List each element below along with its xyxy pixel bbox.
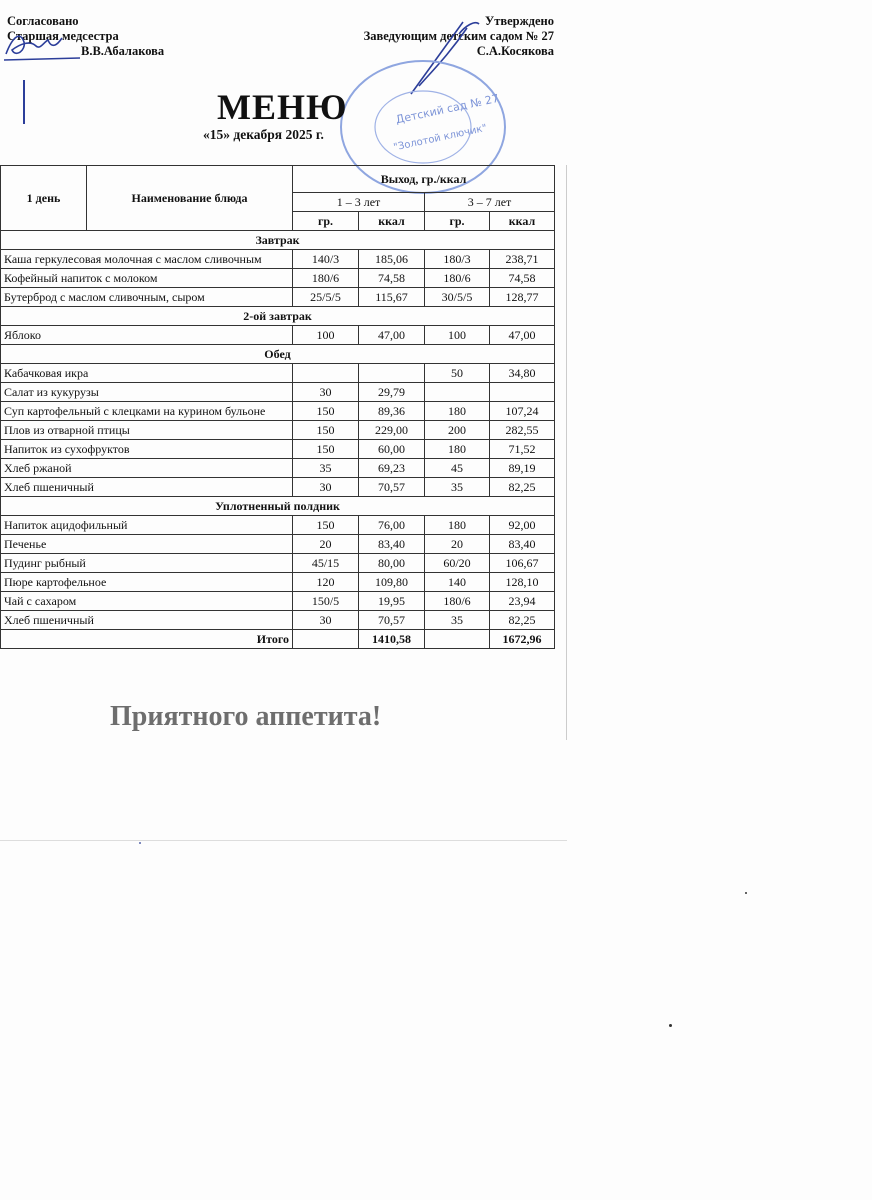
section-title: Завтрак [1, 231, 555, 250]
kcal-3-7: 89,19 [490, 459, 555, 478]
dish-name: Кабачковая икра [1, 364, 293, 383]
nurse-title: Старшая медсестра [7, 29, 119, 43]
kcal-1-3: 60,00 [359, 440, 425, 459]
menu-row [1, 592, 555, 611]
total-cell [293, 630, 359, 649]
dish-name: Каша геркулесовая молочная с маслом сливочным [1, 250, 293, 269]
kcal-1-3: 69,23 [359, 459, 425, 478]
kcal-1-3: 109,80 [359, 573, 425, 592]
grams-1-3: 45/15 [293, 554, 359, 573]
kcal-1-3: 70,57 [359, 478, 425, 497]
scan-edge-line [0, 840, 567, 841]
grams-3-7: 180 [425, 516, 490, 535]
kcal-1-3: 29,79 [359, 383, 425, 402]
dish-name: Хлеб пшеничный [1, 478, 293, 497]
grams-1-3: 30 [293, 478, 359, 497]
menu-row [1, 478, 555, 497]
grams-1-3: 100 [293, 326, 359, 345]
kcal-1-3: 115,67 [359, 288, 425, 307]
age-1-3-header: 1 – 3 лет [293, 193, 425, 212]
grams-1-3: 140/3 [293, 250, 359, 269]
kcal-3-7: 238,71 [490, 250, 555, 269]
page-title: МЕНЮ [217, 87, 348, 127]
grams-3-7: 180 [425, 402, 490, 421]
dish-name: Яблоко [1, 326, 293, 345]
kcal-3-7: 71,52 [490, 440, 555, 459]
kcal-3-7: 92,00 [490, 516, 555, 535]
scan-speck [745, 892, 747, 894]
section-row [1, 345, 555, 364]
menu-row [1, 383, 555, 402]
total-cell [425, 630, 490, 649]
grams-3-7: 45 [425, 459, 490, 478]
grams-3-7: 200 [425, 421, 490, 440]
dish-name: Печенье [1, 535, 293, 554]
dish-name: Салат из кукурузы [1, 383, 293, 402]
grams-1-3: 180/6 [293, 269, 359, 288]
stamp-line1: Детский сад № 27 [394, 91, 501, 127]
grams-3-7: 50 [425, 364, 490, 383]
section-title: Обед [1, 345, 555, 364]
kcal-header: ккал [359, 212, 425, 231]
grams-3-7: 180/6 [425, 269, 490, 288]
menu-row [1, 459, 555, 478]
scan-edge-line [566, 165, 567, 740]
grams-1-3: 150 [293, 440, 359, 459]
kcal-1-3: 80,00 [359, 554, 425, 573]
menu-row [1, 611, 555, 630]
menu-row [1, 535, 555, 554]
menu-row [1, 573, 555, 592]
section-title: 2-ой завтрак [1, 307, 555, 326]
menu-row [1, 364, 555, 383]
kcal-3-7: 34,80 [490, 364, 555, 383]
footer-wish: Приятного аппетита! [110, 701, 382, 732]
total-kcal-1-3: 1410,58 [359, 630, 425, 649]
day-label: 1 день [1, 166, 87, 231]
dish-name: Плов из отварной птицы [1, 421, 293, 440]
grams-1-3: 35 [293, 459, 359, 478]
dish-name: Напиток из сухофруктов [1, 440, 293, 459]
grams-header: гр. [293, 212, 359, 231]
approved-by-label: Утверждено [485, 14, 554, 28]
menu-row [1, 516, 555, 535]
grams-3-7: 140 [425, 573, 490, 592]
kcal-3-7: 23,94 [490, 592, 555, 611]
section-title: Уплотненный полдник [1, 497, 555, 516]
kcal-3-7 [490, 383, 555, 402]
menu-date: «15» декабря 2025 г. [203, 127, 324, 142]
kcal-3-7: 82,25 [490, 611, 555, 630]
menu-row [1, 288, 555, 307]
scan-speck [139, 842, 141, 844]
menu-row [1, 554, 555, 573]
grams-1-3 [293, 364, 359, 383]
menu-row [1, 326, 555, 345]
kcal-1-3: 47,00 [359, 326, 425, 345]
grams-3-7: 35 [425, 478, 490, 497]
grams-3-7: 180/3 [425, 250, 490, 269]
kcal-3-7: 106,67 [490, 554, 555, 573]
age-3-7-header: 3 – 7 лет [425, 193, 555, 212]
dish-name: Бутерброд с маслом сливочным, сыром [1, 288, 293, 307]
output-header: Выход, гр./ккал [293, 166, 555, 193]
dish-name: Суп картофельный с клецками на курином бульоне [1, 402, 293, 421]
kcal-1-3: 185,06 [359, 250, 425, 269]
kcal-1-3: 83,40 [359, 535, 425, 554]
grams-1-3: 25/5/5 [293, 288, 359, 307]
dish-name: Напиток ацидофильный [1, 516, 293, 535]
grams-3-7: 30/5/5 [425, 288, 490, 307]
kcal-3-7: 128,77 [490, 288, 555, 307]
grams-1-3: 150 [293, 516, 359, 535]
head-title: Заведующим детским садом № 27 [363, 29, 554, 43]
kcal-1-3: 74,58 [359, 269, 425, 288]
margin-mark [23, 80, 25, 124]
dish-name: Пудинг рыбный [1, 554, 293, 573]
section-row [1, 497, 555, 516]
stamp-line2: "Золотой ключик" [392, 122, 488, 154]
menu-row [1, 402, 555, 421]
total-label: Итого [1, 630, 293, 649]
section-row [1, 307, 555, 326]
kcal-3-7: 82,25 [490, 478, 555, 497]
dish-name: Хлеб ржаной [1, 459, 293, 478]
kcal-1-3: 229,00 [359, 421, 425, 440]
dish-name: Пюре картофельное [1, 573, 293, 592]
grams-1-3: 150 [293, 402, 359, 421]
menu-row [1, 440, 555, 459]
grams-1-3: 120 [293, 573, 359, 592]
kcal-1-3: 76,00 [359, 516, 425, 535]
grams-1-3: 30 [293, 383, 359, 402]
grams-1-3: 150 [293, 421, 359, 440]
dish-name: Хлеб пшеничный [1, 611, 293, 630]
kcal-3-7: 74,58 [490, 269, 555, 288]
kcal-3-7: 128,10 [490, 573, 555, 592]
grams-1-3: 150/5 [293, 592, 359, 611]
kcal-3-7: 47,00 [490, 326, 555, 345]
menu-row [1, 250, 555, 269]
kcal-header: ккал [490, 212, 555, 231]
head-name: С.А.Косякова [476, 44, 554, 58]
kcal-3-7: 107,24 [490, 402, 555, 421]
section-row [1, 231, 555, 250]
grams-3-7: 60/20 [425, 554, 490, 573]
menu-table [0, 165, 555, 649]
grams-header: гр. [425, 212, 490, 231]
approved-label: Согласовано [7, 14, 79, 28]
menu-row [1, 269, 555, 288]
total-kcal-3-7: 1672,96 [490, 630, 555, 649]
grams-3-7 [425, 383, 490, 402]
nurse-name: В.В.Абалакова [81, 44, 165, 58]
kcal-3-7: 282,55 [490, 421, 555, 440]
kcal-1-3: 70,57 [359, 611, 425, 630]
kcal-1-3 [359, 364, 425, 383]
dish-name: Кофейный напиток с молоком [1, 269, 293, 288]
grams-3-7: 20 [425, 535, 490, 554]
grams-1-3: 20 [293, 535, 359, 554]
dish-name: Чай с сахаром [1, 592, 293, 611]
grams-3-7: 35 [425, 611, 490, 630]
scan-speck [669, 1024, 672, 1027]
menu-row [1, 421, 555, 440]
grams-3-7: 180 [425, 440, 490, 459]
grams-3-7: 180/6 [425, 592, 490, 611]
nurse-signature [2, 20, 82, 65]
kcal-1-3: 89,36 [359, 402, 425, 421]
kcal-1-3: 19,95 [359, 592, 425, 611]
grams-3-7: 100 [425, 326, 490, 345]
grams-1-3: 30 [293, 611, 359, 630]
kcal-3-7: 83,40 [490, 535, 555, 554]
dish-name-header: Наименование блюда [87, 166, 293, 231]
